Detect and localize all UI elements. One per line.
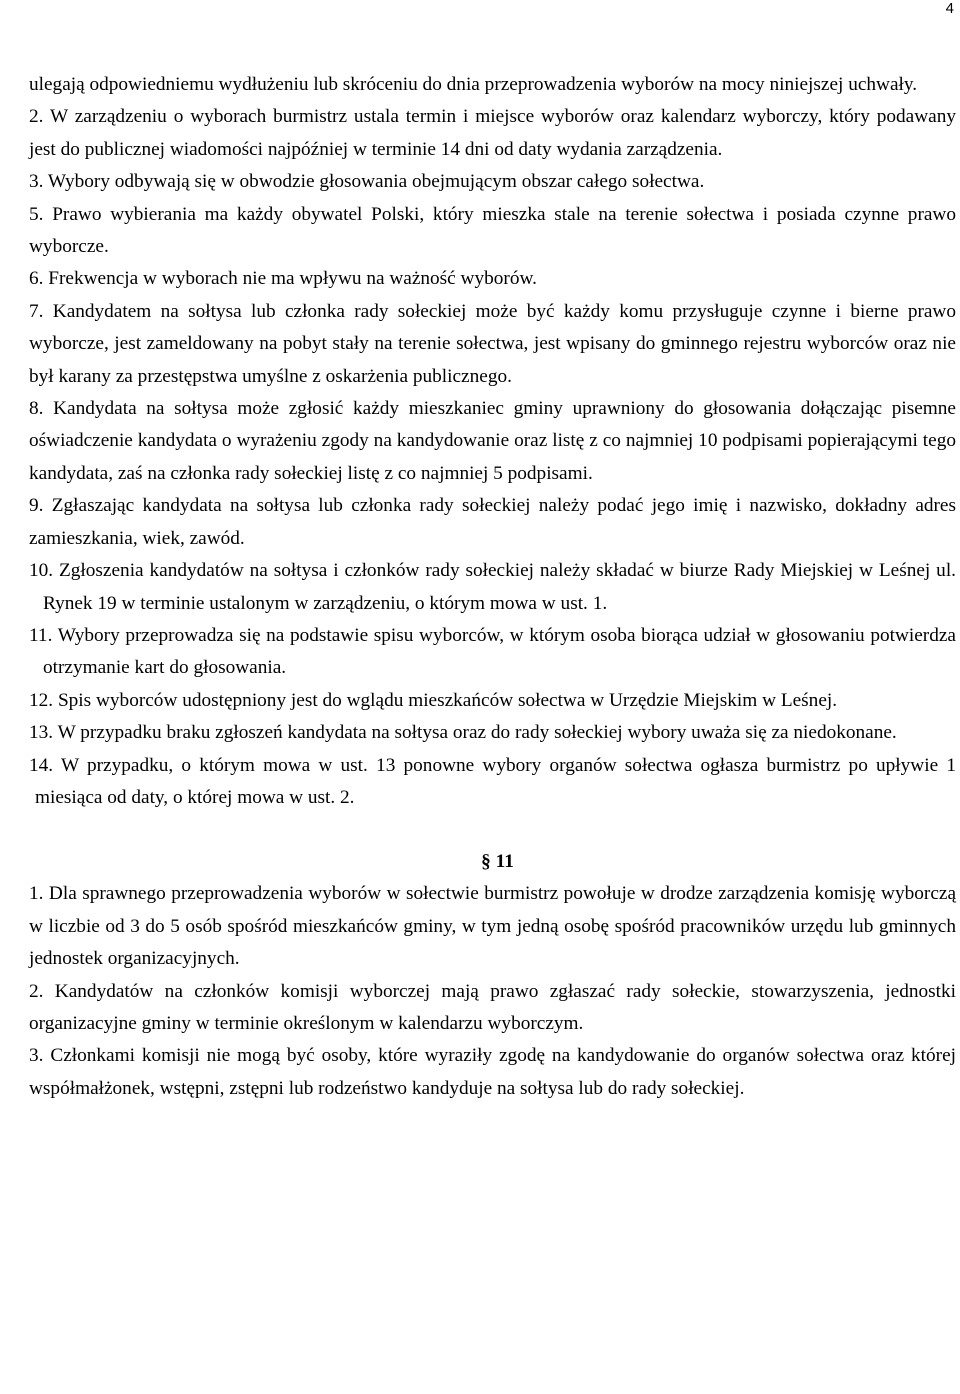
list-item-text: Spis wyborców udostępniony jest do wglądu mieszkańców sołectwa w Urzędzie Miejskim w Leśnej. <box>57 689 838 711</box>
list-item-number: 10. <box>29 560 54 582</box>
list-item-number: 11. <box>29 624 53 646</box>
numbered-list <box>29 555 956 814</box>
list-item-number: 13. <box>29 722 54 744</box>
list-item-text: W przypadku, o którym mowa w ust. 13 ponowne wybory organów sołectwa ogłasza burmistrz po upływie 1 miesiąca od daty, o której mowa w ust. 2. <box>35 754 956 808</box>
page-number: 4 <box>945 0 954 17</box>
list-item-text: W przypadku braku zgłoszeń kandydata na sołtysa oraz do rady sołeckiej wybory uważa się za niedokonane. <box>57 722 897 744</box>
list-item-number: 14. <box>29 754 54 776</box>
list-item-text: Wybory przeprowadza się na podstawie spisu wyborców, w którym osoba biorąca udział w głosowaniu potwierdza otrzymanie kart do głosowania. <box>43 624 956 679</box>
paragraph: 2. Kandydatów na członków komisji wyborczej mają prawo zgłaszać rady sołeckie, stowarzyszenia, jednostki organizacyjne gminy w terminie określonym w kalendarzu wyborczym. <box>29 980 956 1034</box>
list-item-number: 12. <box>29 689 54 711</box>
list-item <box>29 685 956 717</box>
section-heading <box>29 846 956 878</box>
paragraph: 3. Wybory odbywają się w obwodzie głosowania obejmującym obszar całego sołectwa. <box>29 171 705 193</box>
paragraphs-before-section <box>29 69 956 555</box>
paragraph: 8. Kandydata na sołtysa może zgłosić każdy mieszkaniec gminy uprawniony do głosowania dołączając pisemne oświadczenie kandydata o wyrażeniu zgody na kandydowanie oraz listę z co najmniej 10 podpisami popierającymi tego kandydata, zaś na członka rady sołeckiej listę z co najmniej 5 podpisami. <box>29 398 956 484</box>
paragraph: 3. Członkami komisji nie mogą być osoby, które wyraziły zgodę na kandydowanie do organów sołectwa oraz której współmałżonek, wstępni, zstępni lub rodzeństwo kandyduje na sołtysa lub do rady sołeckiej. <box>29 1045 956 1099</box>
paragraph: 2. W zarządzeniu o wyborach burmistrz ustala termin i miejsce wyborów oraz kalendarz wyborczy, który podawany jest do publicznej wiadomości najpóźniej w terminie 14 dni od daty wydania zarządzenia. <box>29 106 956 160</box>
section-symbol: § <box>481 851 491 873</box>
paragraph: 1. Dla sprawnego przeprowadzenia wyborów w sołectwie burmistrz powołuje w drodze zarządzenia komisję wyborczą w liczbie od 3 do 5 osób spośród mieszkańców gminy, w tym jedną osobę spośród pracowników urzędu lub gminnych jednostek organizacyjnych. <box>29 883 956 970</box>
paragraph: ulegają odpowiedniemu wydłużeniu lub skróceniu do dnia przeprowadzenia wyborów na mocy niniejszej uchwały. <box>29 74 918 95</box>
paragraphs-after-section <box>29 878 956 1105</box>
list-item <box>29 555 956 620</box>
section-number: 11 <box>495 851 514 873</box>
list-item <box>29 717 956 749</box>
paragraph: 7. Kandydatem na sołtysa lub członka rady sołeckiej może być każdy komu przysługuje czynne i bierne prawo wyborcze, jest zameldowany na pobyt stały na terenie sołectwa, jest wpisany do gminnego rejestru wyborców oraz nie był karany za przestępstwa umyślne z oskarżenia publicznego. <box>29 300 956 387</box>
paragraph: 9. Zgłaszając kandydata na sołtysa lub członka rady sołeckiej należy podać jego imię i nazwisko, dokładny adres zamieszkania, wiek, zawód. <box>29 495 956 549</box>
list-item <box>29 750 956 815</box>
paragraph: 5. Prawo wybierania ma każdy obywatel Polski, który mieszka stale na terenie sołectwa i posiada czynne prawo wyborcze. <box>29 203 956 258</box>
document-body <box>29 69 956 1105</box>
paragraph: 6. Frekwencja w wyborach nie ma wpływu na ważność wyborów. <box>29 268 537 290</box>
list-item <box>29 620 956 685</box>
list-item-text: Zgłoszenia kandydatów na sołtysa i członków rady sołeckiej należy składać w biurze Rady Miejskiej w Leśnej ul. Rynek 19 w terminie ustalonym w zarządzeniu, o którym mowa w ust. 1. <box>43 560 956 614</box>
